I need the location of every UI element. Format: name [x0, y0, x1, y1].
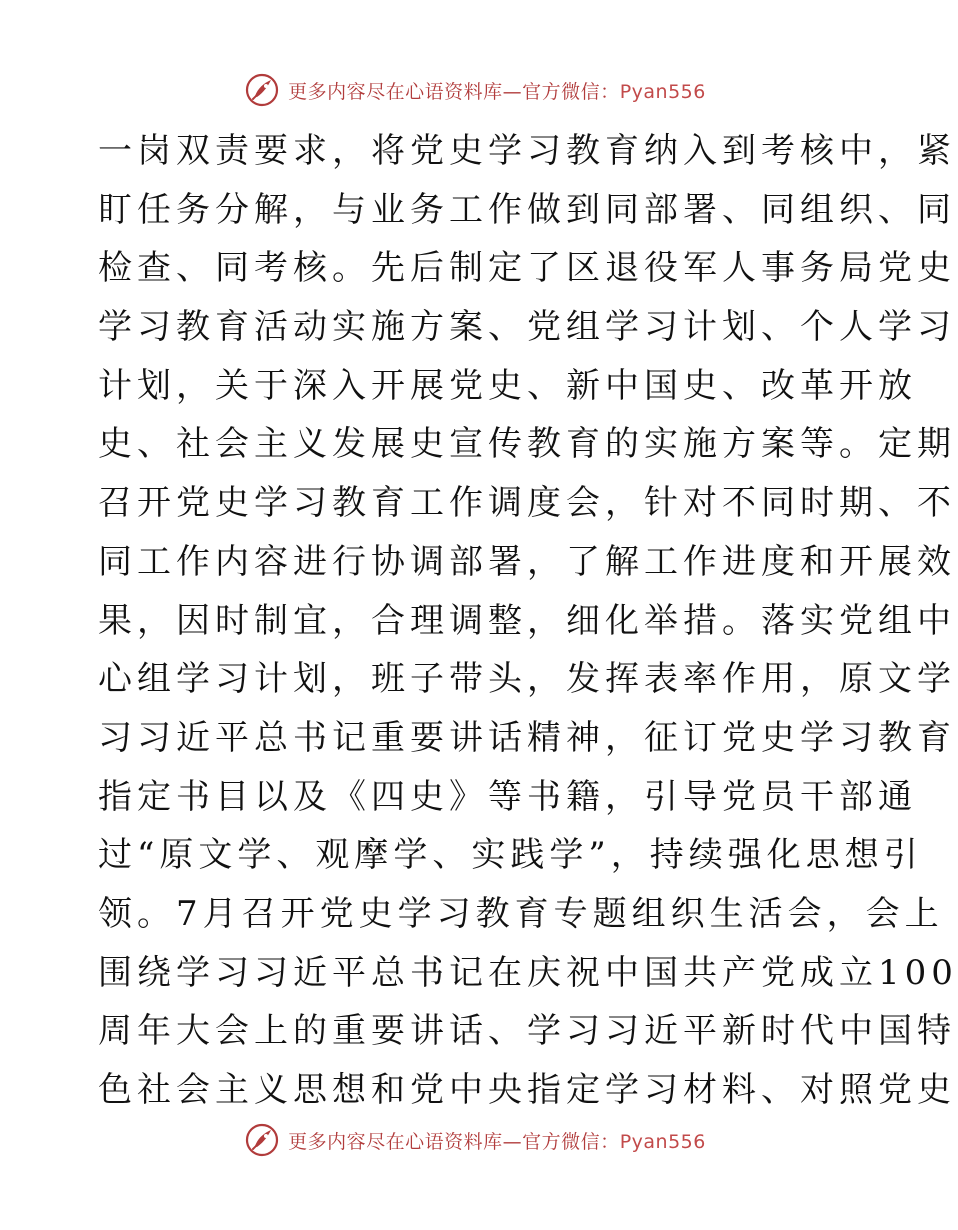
text-line: 史、社会主义发展史宣传教育的实施方案等。定期 — [98, 424, 956, 465]
text-line: 心组学习计划，班子带头，发挥表率作用，原文学 — [98, 659, 956, 700]
header-banner — [0, 70, 950, 110]
flame-pen-logo-icon — [244, 1122, 280, 1158]
banner-separator: — — [502, 1130, 523, 1153]
footer-banner — [0, 1120, 950, 1160]
text-line: 色社会主义思想和党中央指定学习材料、对照党史 — [98, 1070, 956, 1110]
text-line: 同工作内容进行协调部署，了解工作进度和开展效 — [98, 541, 956, 582]
banner-title: 更多内容尽在心语资料库 — [288, 1130, 503, 1153]
banner-wechat-label: 官方微信： — [522, 80, 620, 103]
banner-wechat-id: Pyan556 — [619, 1130, 706, 1153]
text-line: 一岗双责要求，将党史学习教育纳入到考核中，紧 — [98, 131, 956, 171]
banner-wechat-label: 官方微信： — [522, 1130, 620, 1153]
banner-wechat-id: Pyan556 — [619, 80, 706, 103]
flame-pen-logo-icon — [244, 72, 280, 108]
text-line: 围绕学习习近平总书记在庆祝中国共产党成立100 — [98, 952, 958, 993]
text-line: 领。7月召开党史学习教育专题组织生活会，会上 — [98, 893, 944, 934]
text-line: 果，因时制宜，合理调整，细化举措。落实党组中 — [98, 600, 956, 641]
document-body — [98, 122, 958, 1120]
text-line: 盯任务分解，与业务工作做到同部署、同组织、同 — [98, 189, 956, 230]
text-line: 学习教育活动实施方案、党组学习计划、个人学习 — [98, 307, 956, 348]
text-line: 习习近平总书记重要讲话精神，征订党史学习教育 — [98, 717, 956, 758]
text-line: 检查、同考核。先后制定了区退役军人事务局党史 — [98, 248, 956, 289]
text-line: 周年大会上的重要讲话、学习习近平新时代中国特 — [98, 1011, 956, 1052]
text-line: 计划，关于深入开展党史、新中国史、改革开放 — [98, 365, 917, 406]
banner-separator: — — [502, 80, 523, 103]
text-line: 召开党史学习教育工作调度会，针对不同时期、不 — [98, 483, 956, 524]
text-line: 指定书目以及《四史》等书籍，引导党员干部通 — [98, 776, 917, 817]
banner-title: 更多内容尽在心语资料库 — [288, 80, 503, 103]
text-line: 过“原文学、观摩学、实践学”，持续强化思想引 — [98, 835, 923, 876]
